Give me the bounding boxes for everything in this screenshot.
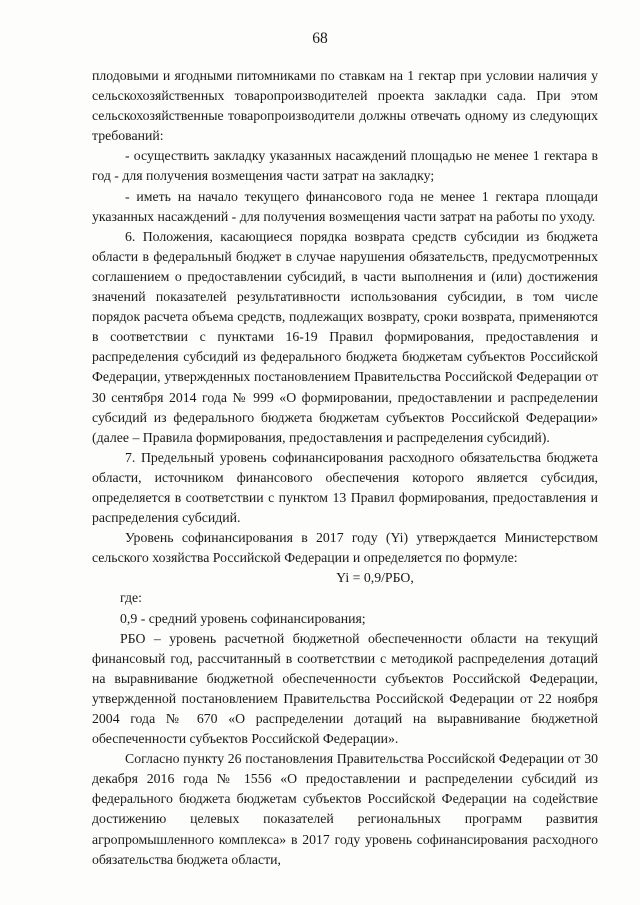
paragraph-item-7: 7. Предельный уровень софинансирования расходного обязательства бюджета области, источником финансового обеспечения которого является субсидия, определяется в соответствии с пунктом 13 Правил формирования, предоставления и распределения субсидий. (92, 449, 598, 526)
paragraph-item-6: 6. Положения, касающиеся порядка возврата средств субсидии из бюджета области в федеральный бюджет в случае нарушения обязательств, предусмотренных соглашением о предоставлении субсидий, в части выполнения и (или) достижения значений показателей результативности использования субсидии, в том числе порядок расчета объема средств, подлежащих возврату, сроки возврата, применяются в соответствии с пунктами 16-19 Правил формирования, предоставления и распределения субсидий из федерального бюджета бюджетам субъектов Российской Федерации, утвержденных постановлением Правительства Российской Федерации от 30 сентября 2014 года № 999 «О формировании, предоставлении и распределении субсидий из федерального бюджета бюджетам субъектов Российской Федерации» (далее – Правила формирования, предоставления и распределения субсидий). (92, 228, 598, 445)
document-body (92, 66, 598, 870)
formula-where: где: (120, 590, 142, 606)
paragraph-requirement-1: - осуществить закладку указанных насаждений площадью не менее 1 гектара в год - для получения возмещения части затрат на закладку; (92, 148, 598, 184)
page-number: 68 (312, 30, 328, 47)
paragraph-resolution-1556: Согласно пункту 26 постановления Правительства Российской Федерации от 30 декабря 2016 года № 1556 «О предоставлении и распределении субсидий из федерального бюджета бюджетам субъектов Российской Федерации на содействие достижению целевых показателей региональных программ развития агропромышленного комплекса» в 2017 году уровень софинансирования расходного обязательства бюджета области, (92, 751, 598, 867)
formula-definition-rbo: РБО – уровень расчетной бюджетной обеспеченности области на текущий финансовый год, рассчитанный в соответствии с методикой распределения дотаций на выравнивание бюджетной обеспеченности субъектов Российской Федерации, утвержденной постановлением Правительства Российской Федерации от 22 ноября 2004 года № 670 «О распределении дотаций на выравнивание бюджетной обеспеченности субъектов Российской Федерации». (92, 630, 598, 747)
paragraph-requirement-2: - иметь на начало текущего финансового года не менее 1 гектара площади указанных насаждений - для получения возмещения части затрат на работы по уходу. (92, 188, 598, 224)
formula-definition-coefficient: 0,9 - средний уровень софинансирования; (120, 610, 366, 626)
formula: Yi = 0,9/РБО, (336, 570, 414, 586)
paragraph-intro: плодовыми и ягодными питомниками по ставкам на 1 гектар при условии наличия у сельскохозяйственных товаропроизводителей проекта закладки сада. При этом сельскохозяйственные товаропроизводители должны отвечать одному из следующих требований: (92, 68, 598, 144)
paragraph-cofinancing-level: Уровень софинансирования в 2017 году (Yi) утверждается Министерством сельского хозяйства Российской Федерации и определяется по формуле: (92, 530, 598, 566)
